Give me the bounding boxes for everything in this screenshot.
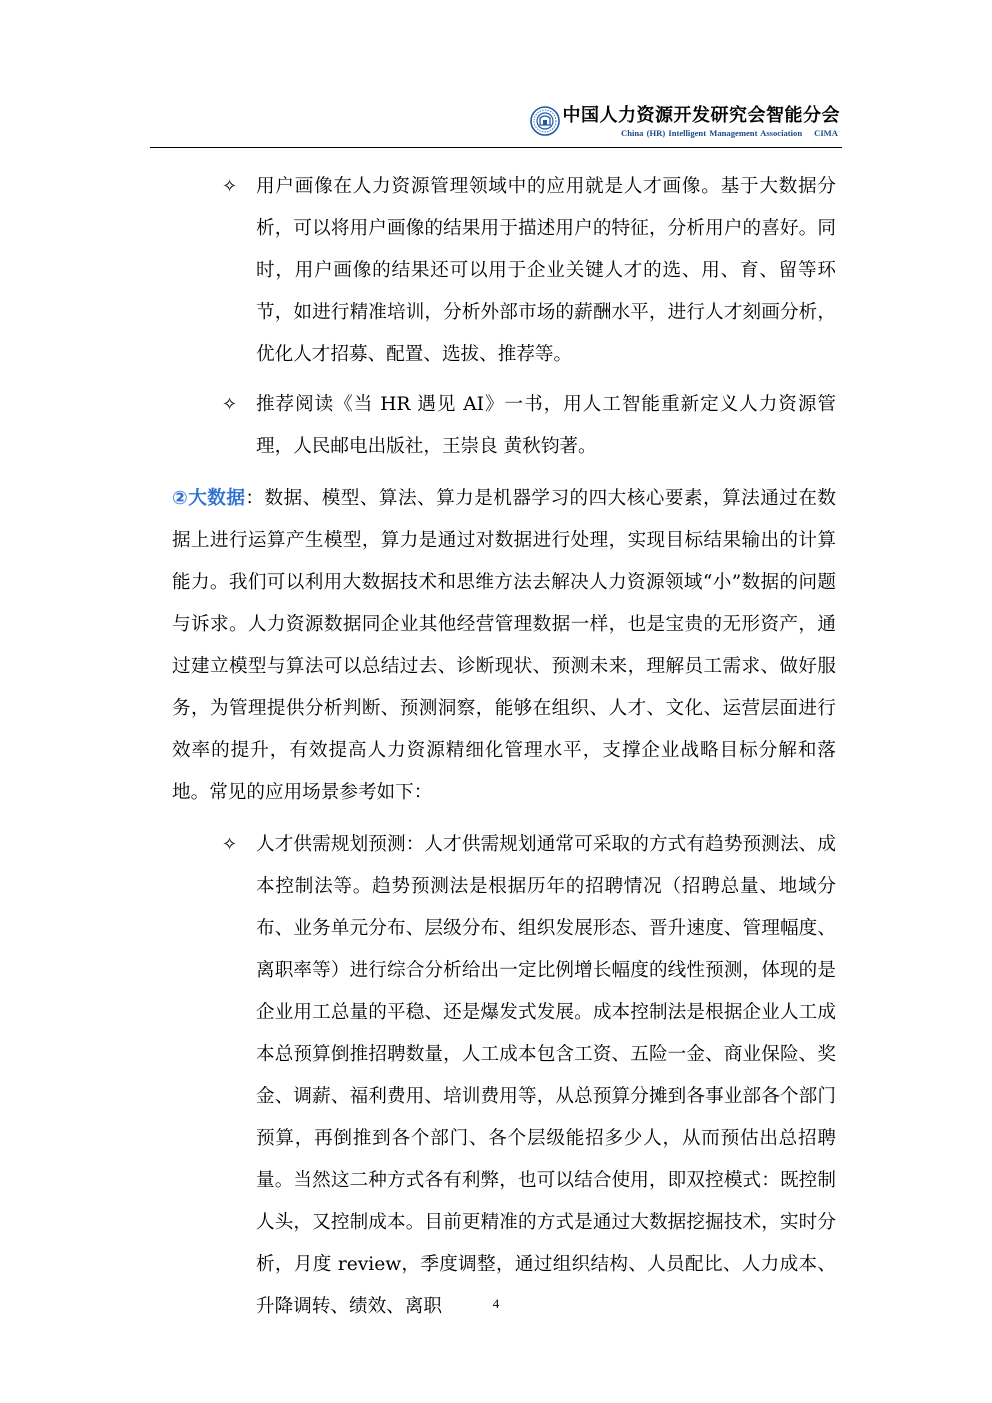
section-paragraph [172,478,836,814]
document-body [172,166,836,1328]
list-item-text: 人才供需规划预测：人才供需规划通常可采取的方式有趋势预测法、成本控制法等。趋势预测法是根据历年的招聘情况（招聘总量、地域分布、业务单元分布、层级分布、组织发展形态、晋升速度、管理幅度、离职率等）进行综合分析给出一定比例增长幅度的线性预测，体现的是企业用工总量的平稳、还是爆发式发展。成本控制法是根据企业人工成本总预算倒推招聘数量，人工成本包含工资、五险一金、商业保险、奖金、调薪、福利费用、培训费用等，从总预算分摊到各事业部各个部门预算，再倒推到各个部门、各个层级能招多少人，从而预估出总招聘量。当然这二种方式各有利弊，也可以结合使用，即双控模式：既控制人头，又控制成本。目前更精准的方式是通过大数据挖掘技术，实时分析，月度 review，季度调整，通过组织结构、人员配比、人力成本、升降调转、绩效、离职 [256,834,836,1317]
list-item-text: 推荐阅读《当 HR 遇见 AI》一书，用人工智能重新定义人力资源管理，人民邮电出版社，王崇良 黄秋钧著。 [256,394,836,457]
section-heading: ②大数据 [172,488,246,509]
association-logo-icon [530,106,560,136]
list-item-text: 用户画像在人力资源管理领域中的应用就是人才画像。基于大数据分析，可以将用户画像的结果用于描述用户的特征，分析用户的喜好。同时，用户画像的结果还可以用于企业关键人才的选、用、育、留等环节，如进行精准培训，分析外部市场的薪酬水平，进行人才刻画分析，优化人才招募、配置、选拔、推荐等。 [256,176,836,365]
section-text: 数据、模型、算法、算力是机器学习的四大核心要素，算法通过在数据上进行运算产生模型，算力是通过对数据进行处理，实现目标结果输出的计算能力。我们可以利用大数据技术和思维方法去解决人力资源领域“小”数据的问题与诉求。人力资源数据同企业其他经营管理数据一样，也是宝贵的无形资产，通过建立模型与算法可以总结过去、诊断现状、预测未来，理解员工需求、做好服务，为管理提供分析判断、预测洞察，能够在组织、人才、文化、运营层面进行效率的提升，有效提高人力资源精细化管理水平，支撑企业战略目标分解和落地。常见的应用场景参考如下： [172,488,836,803]
page-number: 4 [492,1296,500,1311]
list-item [172,384,836,468]
section-separator: ： [245,488,265,509]
header-title: 中国人力资源开发研究会智能分会 [562,105,840,126]
diamond-bullet-icon: ✧ [222,176,238,197]
list-item [172,824,836,1328]
diamond-bullet-icon: ✧ [222,834,238,855]
diamond-bullet-icon: ✧ [222,394,238,415]
header-abbr: CIMA [814,128,838,138]
header-subtitle-en: China (HR) Intelligent Management Association [621,128,803,138]
page-header [150,100,842,148]
header-subtitle [621,128,838,138]
header-rule [150,147,842,148]
list-item [172,166,836,376]
